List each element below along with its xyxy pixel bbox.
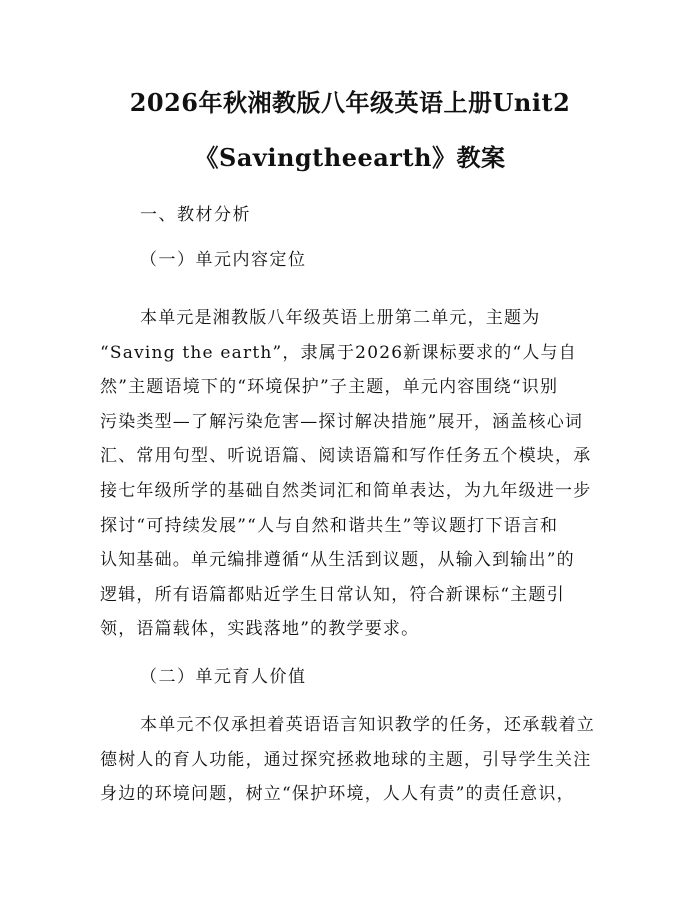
paragraph-line: 逻辑，所有语篇都贴近学生日常认知，符合新课标“主题引 (100, 584, 565, 605)
paragraph-line: 本单元是湘教版八年级英语上册第二单元，主题为 (140, 308, 541, 328)
document-title-line-2: 《Savingtheearth》教案 (194, 143, 506, 172)
paragraph-line: 本单元不仅承担着英语语言知识教学的任务，还承载着立 (140, 714, 595, 735)
paragraph-line: 认知基础。单元编排遵循“从生活到议题，从输入到输出”的 (100, 550, 575, 571)
subsection-heading-unit-positioning: （一）单元内容定位 (140, 250, 307, 270)
paragraph-line: 然”主题语境下的“环境保护”子主题，单元内容围绕“识别 (100, 377, 559, 398)
paragraph-educational-value (100, 708, 600, 812)
paragraph-line: 领，语篇载体，实践落地”的教学要求。 (100, 619, 420, 640)
paragraph-line: 探讨“可持续发展”“人与自然和谐共生”等议题打下语言和 (100, 515, 559, 536)
paragraph-line: 德树人的育人功能，通过探究拯救地球的主题，引导学生关注 (100, 749, 592, 770)
paragraph-line: 污染类型—了解污染危害—探讨解决措施”展开，涵盖核心词 (100, 411, 584, 432)
subsection-heading-educational-value: （二）单元育人价值 (140, 666, 307, 687)
paragraph-line: 接七年级所学的基础自然类词汇和简单表达，为九年级进一步 (100, 480, 592, 501)
paragraph-unit-positioning (100, 301, 600, 647)
paragraph-line: 身边的环境问题，树立“保护环境，人人有责”的责任意识， (100, 784, 575, 805)
paragraph-line: 汇、常用句型、听说语篇、阅读语篇和写作任务五个模块，承 (100, 446, 592, 467)
section-heading-textbook-analysis: 一、教材分析 (140, 205, 251, 225)
paragraph-line: “Saving the earth”，隶属于2026新课标要求的“人与自 (100, 342, 577, 363)
document-title-line-1: 2026年秋湘教版八年级英语上册Unit2 (129, 88, 571, 117)
